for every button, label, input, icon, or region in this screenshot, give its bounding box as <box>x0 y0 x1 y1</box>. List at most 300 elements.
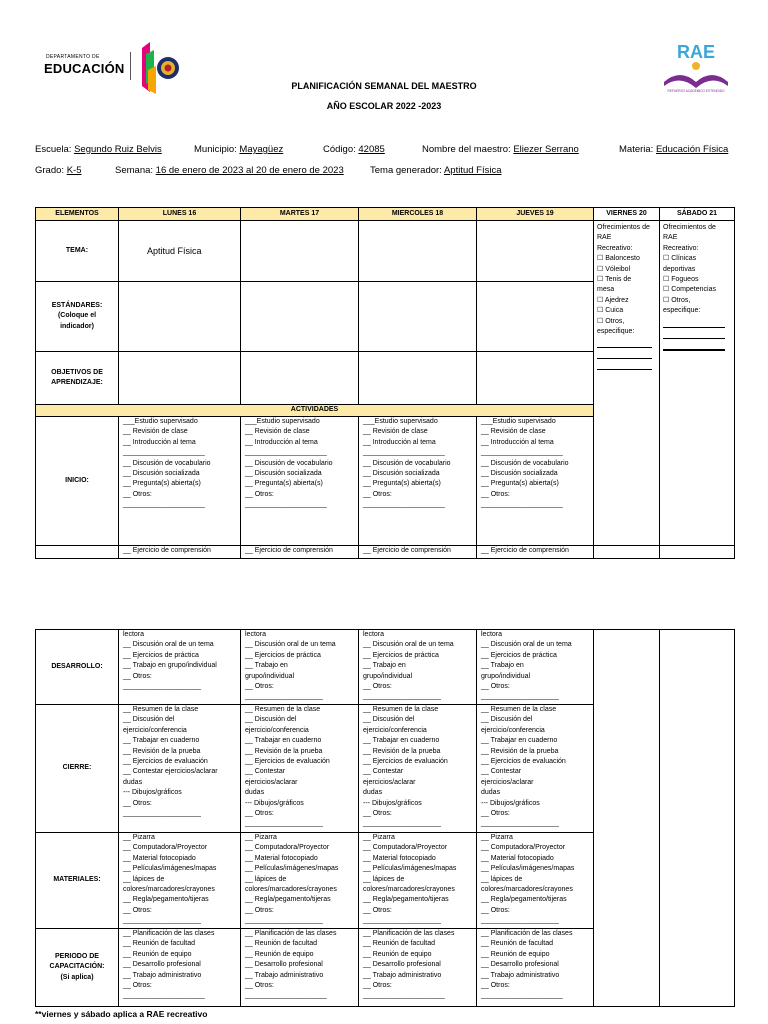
materiales-item: ____________________ <box>123 917 201 925</box>
cierre-item: __ Contestar <box>363 768 404 776</box>
cierre-item: __ Ejercicios de evaluación <box>363 758 448 766</box>
cierre-item: __ Contestar <box>245 768 286 776</box>
inicio-item: __ Introducción al tema <box>363 438 436 446</box>
objetivos-cell <box>477 352 594 405</box>
codigo-info <box>323 144 385 155</box>
municipio-info <box>194 144 283 155</box>
inicio-item: _____________________ <box>363 449 445 457</box>
materiales-item: __ Computadora/Proyector <box>245 844 330 852</box>
materiales-item: __ lápices de <box>363 875 405 883</box>
periodo-item: _____________________ <box>245 992 327 1000</box>
fill-line <box>597 348 652 359</box>
row-label-periodo <box>36 929 119 1007</box>
inicio-item: __ Otros: <box>363 490 392 498</box>
col-header-martes: MARTES 17 <box>241 208 359 221</box>
materiales-item: __ Otros: <box>245 906 274 914</box>
cierre-item: __ Resumen de la clase <box>123 706 199 713</box>
desarrollo-item: __ Ejercicios de práctica <box>245 651 321 659</box>
actividades-header: ACTIVIDADES <box>36 405 594 417</box>
cierre-item: dudas <box>245 789 265 797</box>
viernes-option: especifique: <box>597 328 635 336</box>
inicio-item: __ Pregunta(s) abierta(s) <box>123 480 201 488</box>
periodo-label-line: PERIODO DE <box>55 952 99 960</box>
cierre-lunes-cell <box>119 705 241 833</box>
periodo-lunes-cell <box>119 929 241 1007</box>
desarrollo-item: __ Trabajo en <box>481 662 524 670</box>
periodo-item: __ Reunión de facultad <box>123 940 195 948</box>
ejercicio-cell: __ Ejercicio de comprensión <box>477 546 594 559</box>
inicio-item: _____________________ <box>481 449 563 457</box>
viernes-line: RAE <box>597 234 612 242</box>
materiales-item: __ Películas/imágenes/mapas <box>363 865 457 873</box>
cierre-item: __ Ejercicios de evaluación <box>481 758 566 766</box>
inicio-item: __ Otros: <box>123 490 152 498</box>
footnote: **viernes y sábado aplica a RAE recreativo <box>35 1009 208 1019</box>
periodo-item: __ Planificación de las clases <box>245 930 337 937</box>
desarrollo-item: __ Otros: <box>481 683 510 691</box>
materiales-item: colores/marcadores/crayones <box>481 886 573 894</box>
estandares-cell <box>241 282 359 352</box>
periodo-item: __ Reunión de equipo <box>363 950 432 958</box>
estandares-cell <box>359 282 477 352</box>
cierre-item: __ Trabajar en cuaderno <box>363 737 440 745</box>
periodo-item: __ Trabajo administrativo <box>363 971 442 979</box>
grado-value: K-5 <box>66 165 82 176</box>
inicio-item: __ Discusión socializada <box>481 470 558 478</box>
cierre-item: ejercicio/conferencia <box>123 726 187 734</box>
materiales-item: __ Computadora/Proyector <box>123 844 208 852</box>
inicio-item: ___Estudio supervisado <box>363 418 438 425</box>
desarrollo-jueves-cell <box>477 630 594 705</box>
desarrollo-item: grupo/individual <box>363 672 413 680</box>
cierre-item: __ Revisión de la prueba <box>123 747 201 755</box>
desarrollo-item: grupo/individual <box>245 672 295 680</box>
cierre-item: __ Revisión de la prueba <box>245 747 323 755</box>
row-label-cierre: CIERRE: <box>36 705 119 833</box>
cierre-martes-cell <box>241 705 359 833</box>
fill-line <box>663 339 725 351</box>
periodo-item: _____________________ <box>481 992 563 1000</box>
viernes-continued-cell <box>594 630 660 1007</box>
viernes-option: ☐ Cuica <box>597 307 624 315</box>
materiales-item: __ lápices de <box>245 875 287 883</box>
desarrollo-item: ____________________ <box>123 683 201 691</box>
row-label-inicio: INICIO: <box>36 417 119 546</box>
inicio-item: __ Discusión socializada <box>245 470 322 478</box>
cierre-item: __ Discusión del <box>245 716 297 724</box>
inicio-item: _____________________ <box>481 501 563 509</box>
materiales-item: ____________________ <box>363 917 441 925</box>
viernes-option: ☐ Otros, <box>597 317 625 325</box>
periodo-item: __ Reunión de facultad <box>481 940 553 948</box>
col-header-miercoles: MIERCOLES 18 <box>359 208 477 221</box>
inicio-item: __ Discusión de vocabulario <box>123 459 211 467</box>
desarrollo-item: __ Discusión oral de un tema <box>245 641 336 649</box>
row-label-desarrollo: DESARROLLO: <box>36 630 119 705</box>
periodo-label-line: (Si aplica) <box>60 973 94 981</box>
periodo-item: __ Desarrollo profesional <box>481 961 559 969</box>
inicio-item: __ Introducción al tema <box>123 438 196 446</box>
sabado-line: Recreativo: <box>663 244 699 252</box>
planning-table <box>35 207 735 559</box>
desarrollo-item: __ Ejercicios de práctica <box>123 651 199 659</box>
sabado-option: ☐ Competencias <box>663 286 716 294</box>
periodo-item: __ Trabajo administrativo <box>481 971 560 979</box>
estandares-cell <box>119 282 241 352</box>
materiales-item: __ Pizarra <box>123 834 155 841</box>
materiales-item: __ Otros: <box>363 906 392 914</box>
materiales-item: colores/marcadores/crayones <box>363 886 455 894</box>
cierre-item: --- Dibujos/gráficos <box>481 799 540 807</box>
tema-value: Aptitud Física <box>443 165 502 176</box>
desarrollo-item: __ Ejercicios de práctica <box>363 651 439 659</box>
periodo-item: __ Planificación de las clases <box>123 930 215 937</box>
periodo-item: __ Reunión de equipo <box>245 950 314 958</box>
grado-info <box>35 165 81 176</box>
cierre-item: --- Dibujos/gráficos <box>123 789 182 797</box>
municipio-label: Municipio: <box>194 144 237 155</box>
cierre-item: ejercicio/conferencia <box>363 726 427 734</box>
inicio-item: _____________________ <box>245 449 327 457</box>
desarrollo-item: ____________________ <box>363 693 441 701</box>
estandares-line: ESTÁNDARES: <box>51 301 103 309</box>
periodo-label-line: CAPACITACIÓN: <box>49 963 105 971</box>
inicio-martes-cell <box>241 417 359 546</box>
desarrollo-item: __ Discusión oral de un tema <box>363 641 454 649</box>
codigo-value: 42085 <box>358 144 385 155</box>
cierre-item: __ Discusión del <box>123 716 175 724</box>
materiales-item: __ Otros: <box>123 906 152 914</box>
materiales-item: __ Otros: <box>481 906 510 914</box>
periodo-item: __ Otros: <box>481 982 510 990</box>
cierre-item: __ Otros: <box>245 810 274 818</box>
cierre-item: ejercicios/aclarar <box>245 778 298 786</box>
desarrollo-item: lectora <box>245 631 267 638</box>
cierre-item: ejercicios/aclarar <box>481 778 534 786</box>
ejercicio-label-cell <box>36 546 119 559</box>
desarrollo-item: __ Ejercicios de práctica <box>481 651 557 659</box>
materiales-item: __ Pizarra <box>363 834 395 841</box>
desarrollo-lunes-cell <box>119 630 241 705</box>
periodo-jueves-cell <box>477 929 594 1007</box>
inicio-item: ___Estudio supervisado <box>123 418 198 425</box>
inicio-item: __ Otros: <box>481 490 510 498</box>
sabado-rae-cell <box>660 221 735 546</box>
periodo-item: __ Reunión de facultad <box>363 940 435 948</box>
objetivos-cell <box>119 352 241 405</box>
maestro-label: Nombre del maestro: <box>422 144 511 155</box>
periodo-item: __ Reunión de equipo <box>481 950 550 958</box>
periodo-item: __ Desarrollo profesional <box>123 961 201 969</box>
inicio-item: ___Estudio supervisado <box>245 418 320 425</box>
estandares-line: (Coloque el <box>57 312 97 320</box>
semana-label: Semana: <box>115 165 154 176</box>
materiales-lunes-cell <box>119 833 241 929</box>
cierre-item: ____________________ <box>123 810 201 818</box>
tema-miercoles-cell <box>359 221 477 282</box>
inicio-item: __ Pregunta(s) abierta(s) <box>363 480 441 488</box>
cierre-item: dudas <box>123 778 143 786</box>
materia-label: Materia: <box>619 144 654 155</box>
materiales-jueves-cell <box>477 833 594 929</box>
page-title: PLANIFICACIÓN SEMANAL DEL MAESTRO <box>291 81 477 91</box>
fill-line <box>663 317 725 328</box>
materia-value: Educación Física <box>655 144 729 155</box>
viernes-option: ☐ Baloncesto <box>597 255 640 263</box>
desarrollo-miercoles-cell <box>359 630 477 705</box>
inicio-item: __ Introducción al tema <box>245 438 318 446</box>
desarrollo-martes-cell <box>241 630 359 705</box>
inicio-item: __ Revisión de clase <box>123 428 188 436</box>
inicio-item: __ Pregunta(s) abierta(s) <box>245 480 323 488</box>
materiales-item: __ Regla/pegamento/tijeras <box>363 896 449 904</box>
materiales-item: __ Pizarra <box>245 834 277 841</box>
desarrollo-item: __ Trabajo en grupo/individual <box>123 662 217 670</box>
cierre-item: __ Trabajar en cuaderno <box>245 737 322 745</box>
desarrollo-item: __ Discusión oral de un tema <box>123 641 214 649</box>
materiales-item: __ Computadora/Proyector <box>481 844 566 852</box>
materiales-martes-cell <box>241 833 359 929</box>
inicio-item: _____________________ <box>123 501 205 509</box>
inicio-item: __ Discusión de vocabulario <box>245 459 333 467</box>
ejercicio-cell: __ Ejercicio de comprensión <box>241 546 359 559</box>
periodo-item: _____________________ <box>123 992 205 1000</box>
cierre-item: ____________________ <box>363 820 441 828</box>
materiales-miercoles-cell <box>359 833 477 929</box>
cierre-item: __ Discusión del <box>363 716 415 724</box>
fill-line <box>597 337 652 348</box>
desarrollo-item: lectora <box>481 631 503 638</box>
grado-label: Grado: <box>35 165 65 176</box>
col-header-sabado: SÁBADO 21 <box>660 208 735 221</box>
inicio-miercoles-cell <box>359 417 477 546</box>
col-header-jueves: JUEVES 19 <box>477 208 594 221</box>
sabado-option: ☐ Otros, <box>663 296 691 304</box>
periodo-item: __ Reunión de facultad <box>245 940 317 948</box>
logo-edu-text: EDUCACIÓN <box>44 61 125 76</box>
cierre-item: ejercicio/conferencia <box>481 726 545 734</box>
desarrollo-item: __ Otros: <box>123 672 152 680</box>
inicio-item: ___Estudio supervisado <box>481 418 556 425</box>
sabado-option: ☐ Fogueos <box>663 276 699 284</box>
materiales-item: __ Pizarra <box>481 834 513 841</box>
periodo-item: __ Planificación de las clases <box>363 930 455 937</box>
desarrollo-item: __ Trabajo en <box>245 662 288 670</box>
cierre-item: __ Resumen de la clase <box>245 706 321 713</box>
cierre-item: __ Resumen de la clase <box>481 706 557 713</box>
row-label-objetivos <box>36 352 119 405</box>
cierre-item: __ Otros: <box>123 799 152 807</box>
periodo-item: __ Otros: <box>245 982 274 990</box>
escuela-info <box>35 144 162 155</box>
cierre-miercoles-cell <box>359 705 477 833</box>
viernes-line: Recreativo: <box>597 244 633 252</box>
cierre-item: __ Revisión de la prueba <box>481 747 559 755</box>
materiales-item: __ Regla/pegamento/tijeras <box>481 896 567 904</box>
cierre-item: __ Ejercicios de evaluación <box>123 758 208 766</box>
estandares-line: indicador) <box>60 322 94 330</box>
materiales-item: __ Material fotocopiado <box>481 854 554 862</box>
inicio-item: __ Revisión de clase <box>363 428 428 436</box>
materiales-item: ____________________ <box>245 917 323 925</box>
logo-dep-text: DEPARTAMENTO DE <box>46 54 100 60</box>
cierre-item: __ Resumen de la clase <box>363 706 439 713</box>
inicio-item: _____________________ <box>245 501 327 509</box>
objetivos-line: OBJETIVOS DE <box>51 368 103 376</box>
inicio-item: __ Revisión de clase <box>481 428 546 436</box>
periodo-item: __ Otros: <box>363 982 392 990</box>
periodo-item: __ Desarrollo profesional <box>245 961 323 969</box>
materiales-item: __ Películas/imágenes/mapas <box>481 865 575 873</box>
objetivos-cell <box>359 352 477 405</box>
sabado-option: ☐ Clínicas <box>663 255 697 263</box>
maestro-info <box>422 144 579 155</box>
desarrollo-item: __ Otros: <box>245 683 274 691</box>
materiales-item: __ lápices de <box>123 875 165 883</box>
rae-subtitle: REFUERZO ACADÉMICO EXTENDIDO <box>667 89 725 93</box>
inicio-item: __ Revisión de clase <box>245 428 310 436</box>
inicio-item: _____________________ <box>123 449 205 457</box>
inicio-item: _____________________ <box>363 501 445 509</box>
materiales-item: __ lápices de <box>481 875 523 883</box>
materiales-item: __ Películas/imágenes/mapas <box>245 865 339 873</box>
materiales-item: __ Computadora/Proyector <box>363 844 448 852</box>
col-header-elementos: ELEMENTOS <box>36 208 119 221</box>
materiales-item: __ Regla/pegamento/tijeras <box>123 896 209 904</box>
materiales-item: __ Regla/pegamento/tijeras <box>245 896 331 904</box>
rae-letters: RAE <box>676 42 716 62</box>
row-label-materiales: MATERIALES: <box>36 833 119 929</box>
viernes-rae-cell <box>594 221 660 546</box>
municipio-value: Mayagüez <box>239 144 284 155</box>
sabado-line: Ofrecimientos de <box>663 224 716 231</box>
ejercicio-sabado-cell <box>660 546 735 559</box>
objetivos-cell <box>241 352 359 405</box>
row-label-estandares <box>36 282 119 352</box>
inicio-item: __ Discusión de vocabulario <box>481 459 569 467</box>
desarrollo-item: lectora <box>123 631 145 638</box>
cierre-item: ejercicio/conferencia <box>245 726 309 734</box>
cierre-item: __ Otros: <box>363 810 392 818</box>
cierre-item: --- Dibujos/gráficos <box>363 799 422 807</box>
viernes-line: Ofrecimientos de <box>597 224 650 231</box>
school-year: AÑO ESCOLAR 2022 -2023 <box>326 101 442 111</box>
cierre-item: __ Discusión del <box>481 716 533 724</box>
ejercicio-cell: __ Ejercicio de comprensión <box>119 546 241 559</box>
semana-value: 16 de enero de 2023 al 20 de enero de 2023 <box>155 165 344 176</box>
viernes-option: ☐ Tenis de <box>597 276 632 284</box>
inicio-jueves-cell <box>477 417 594 546</box>
cierre-item: ____________________ <box>245 820 323 828</box>
periodo-item: __ Trabajo administrativo <box>123 971 202 979</box>
cierre-item: __ Trabajar en cuaderno <box>481 737 558 745</box>
codigo-label: Código: <box>323 144 356 155</box>
fill-line <box>597 359 652 370</box>
sabado-continued-cell <box>660 630 735 1007</box>
inicio-item: __ Pregunta(s) abierta(s) <box>481 480 559 488</box>
periodo-martes-cell <box>241 929 359 1007</box>
sabado-option: especifique: <box>663 307 701 315</box>
semana-info <box>115 165 344 176</box>
desarrollo-item: grupo/individual <box>481 672 531 680</box>
cierre-item: __ Ejercicios de evaluación <box>245 758 330 766</box>
periodo-miercoles-cell <box>359 929 477 1007</box>
inicio-item: __ Otros: <box>245 490 274 498</box>
periodo-item: __ Desarrollo profesional <box>363 961 441 969</box>
col-header-viernes: VIERNES 20 <box>594 208 660 221</box>
materiales-item: ____________________ <box>481 917 559 925</box>
cierre-jueves-cell <box>477 705 594 833</box>
materia-info <box>619 144 728 155</box>
escuela-label: Escuela: <box>35 144 72 155</box>
cierre-item: __ Contestar ejercicios/aclarar <box>123 768 218 776</box>
cierre-item: __ Otros: <box>481 810 510 818</box>
estandares-cell <box>477 282 594 352</box>
inicio-lunes-cell <box>119 417 241 546</box>
cierre-item: dudas <box>363 789 383 797</box>
inicio-item: __ Discusión socializada <box>123 470 200 478</box>
materiales-item: __ Material fotocopiado <box>123 854 196 862</box>
desarrollo-item: __ Trabajo en <box>363 662 406 670</box>
logo-divider <box>130 52 131 80</box>
materiales-item: __ Material fotocopiado <box>363 854 436 862</box>
objetivos-line: APRENDIZAJE: <box>51 379 103 386</box>
viernes-option: mesa <box>597 286 615 294</box>
viernes-option: ☐ Vóleibol <box>597 265 631 273</box>
periodo-item: __ Trabajo administrativo <box>245 971 324 979</box>
sabado-option: deportivas <box>663 265 696 273</box>
desarrollo-item: __ Otros: <box>363 683 392 691</box>
cierre-item: __ Trabajar en cuaderno <box>123 737 200 745</box>
tema-lunes-cell: Aptitud Física <box>119 221 241 282</box>
cierre-item: ejercicios/aclarar <box>363 778 416 786</box>
periodo-item: __ Reunión de equipo <box>123 950 192 958</box>
inicio-item: __ Introducción al tema <box>481 438 554 446</box>
cierre-item: dudas <box>481 789 501 797</box>
materiales-item: colores/marcadores/crayones <box>245 886 337 894</box>
inicio-item: __ Discusión socializada <box>363 470 440 478</box>
inicio-item: __ Discusión de vocabulario <box>363 459 451 467</box>
row-label-tema: TEMA: <box>36 221 119 282</box>
escuela-value: Segundo Ruiz Belvis <box>74 144 162 155</box>
sabado-line: RAE <box>663 234 678 242</box>
materiales-item: colores/marcadores/crayones <box>123 886 215 894</box>
desarrollo-item: ____________________ <box>481 693 559 701</box>
col-header-lunes: LUNES 16 <box>119 208 241 221</box>
tema-label: Tema generador: <box>370 165 442 176</box>
periodo-item: __ Planificación de las clases <box>481 930 573 937</box>
cierre-item: ____________________ <box>481 820 559 828</box>
desarrollo-item: ____________________ <box>245 693 323 701</box>
tema-jueves-cell <box>477 221 594 282</box>
tema-info <box>370 165 502 176</box>
periodo-item: _____________________ <box>363 992 445 1000</box>
ejercicio-viernes-cell <box>594 546 660 559</box>
desarrollo-item: lectora <box>363 631 385 638</box>
maestro-value: Eliezer Serrano <box>513 144 579 155</box>
materiales-item: __ Material fotocopiado <box>245 854 318 862</box>
cierre-item: __ Contestar <box>481 768 522 776</box>
ejercicio-cell: __ Ejercicio de comprensión <box>359 546 477 559</box>
tema-martes-cell <box>241 221 359 282</box>
cierre-item: --- Dibujos/gráficos <box>245 799 304 807</box>
cierre-item: __ Revisión de la prueba <box>363 747 441 755</box>
planning-table-2 <box>35 629 735 1007</box>
desarrollo-item: __ Discusión oral de un tema <box>481 641 572 649</box>
viernes-option: ☐ Ajedrez <box>597 296 629 304</box>
fill-line <box>663 328 725 339</box>
materiales-item: __ Películas/imágenes/mapas <box>123 865 217 873</box>
